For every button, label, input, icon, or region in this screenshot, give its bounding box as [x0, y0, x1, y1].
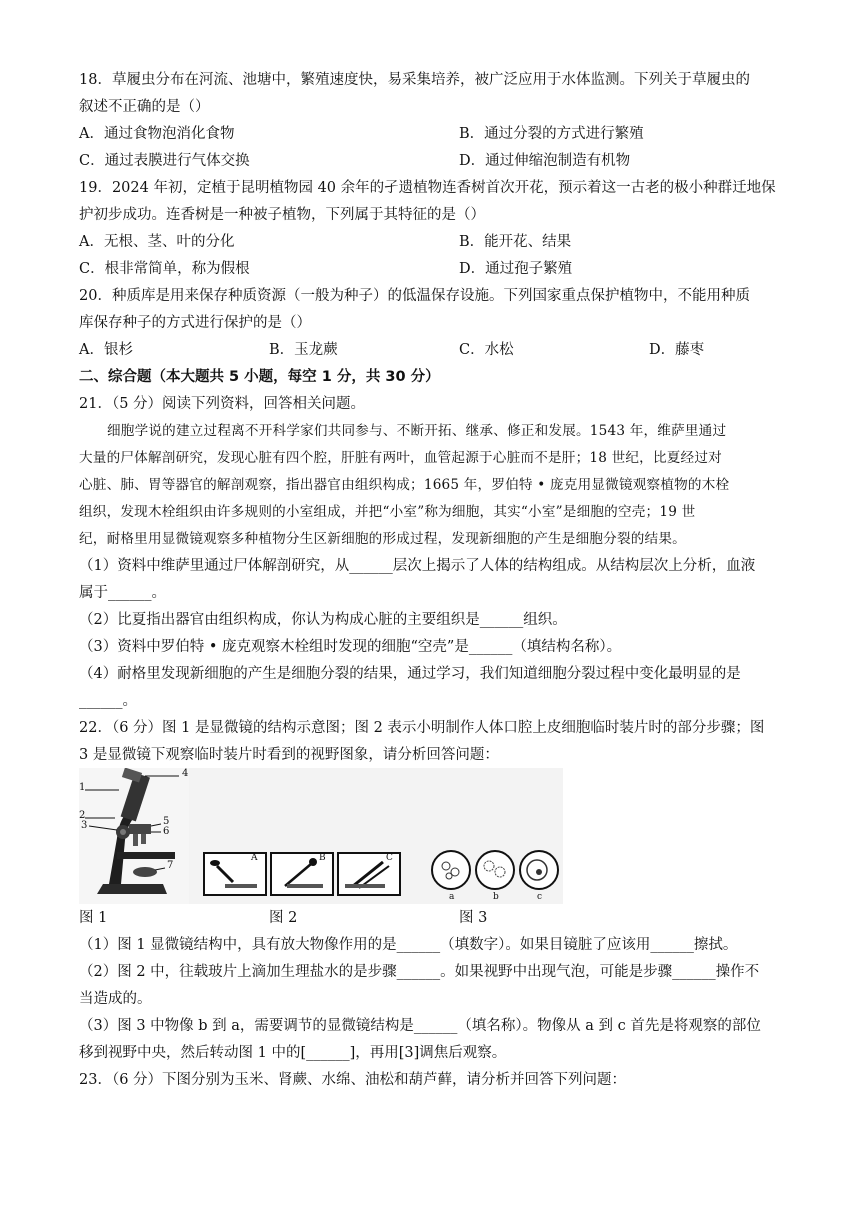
- q18-stem-line2: 叙述不正确的是（）: [79, 99, 210, 115]
- q21-sub4-line1: （4）耐格里发现新细胞的产生是细胞分裂的结果，通过学习，我们知道细胞分裂过程中变化最明显的是: [79, 666, 741, 682]
- q22-sub2-line2: 当造成的。: [79, 991, 152, 1007]
- q20-option-c: C．水松: [459, 342, 514, 358]
- fig2-label-a: A: [251, 853, 258, 863]
- q22-sub1: （1）图 1 显微镜结构中，具有放大物像作用的是______（填数字）。如果目镜脏了应该用______擦拭。: [79, 937, 738, 953]
- q20-option-d: D．藤枣: [649, 342, 705, 358]
- section-heading: 二、综合题（本大题共 5 小题，每空 1 分，共 30 分）: [79, 369, 440, 385]
- q21-sub2: （2）比夏指出器官由组织构成，你认为构成心脏的主要组织是______组织。: [79, 612, 567, 628]
- fig1-label-4: 4: [182, 768, 189, 779]
- figure3-caption: 图 3: [459, 910, 488, 926]
- q21-sub1-line1: （1）资料中维萨里通过尸体解剖研究，从______层次上揭示了人体的结构组成。从结构层次上分析，血液: [79, 558, 756, 574]
- q20-stem-line1: 20．种质库是用来保存种质资源（一般为种子）的低温保存设施。下列国家重点保护植物中，不能用种质: [79, 288, 750, 304]
- q22-stem-line1: 22．（6 分）图 1 是显微镜的结构示意图；图 2 表示小明制作人体口腔上皮细胞临时装片时的部分步骤；图: [79, 720, 765, 736]
- q18-option-c: C．通过表膜进行气体交换: [79, 153, 250, 169]
- q21-sub3: （3）资料中罗伯特 • 庞克观察木栓组时发现的细胞“空壳”是______（填结构名称）。: [79, 639, 622, 655]
- fig1-label-1: 1: [79, 782, 86, 793]
- q21-passage-line5: 纪，耐格里用显微镜观察多种植物分生区新细胞的形成过程，发现新细胞的产生是细胞分裂的结果。: [79, 531, 686, 547]
- q20-option-b: B．玉龙蕨: [269, 342, 338, 358]
- figure2-caption: 图 2: [269, 910, 298, 926]
- q22-sub3-line2: 移到视野中央，然后转动图 1 中的[______]，再用[3]调焦后观察。: [79, 1045, 507, 1061]
- q18-stem-line1: 18．草履虫分布在河流、池塘中，繁殖速度快，易采集培养，被广泛应用于水体监测。下列关于草履虫的: [79, 72, 750, 88]
- q19-option-a: A．无根、茎、叶的分化: [79, 234, 235, 250]
- slide-steps-figure: [203, 852, 403, 898]
- q20-option-a: A．银杉: [79, 342, 133, 358]
- fig2-label-b: B: [319, 853, 326, 863]
- q20-stem-line2: 库保存种子的方式进行保护的是（）: [79, 315, 311, 331]
- fig1-label-7: 7: [167, 860, 174, 871]
- q23-stem: 23．（6 分）下图分别为玉米、肾蕨、水绵、油松和葫芦藓，请分析并回答下列问题：: [79, 1072, 627, 1088]
- q21-intro: 21．（5 分）阅读下列资料，回答相关问题。: [79, 396, 366, 412]
- q21-sub1-line2: 属于______。: [79, 585, 166, 601]
- q21-sub4-line2: ______。: [79, 693, 137, 709]
- q19-stem-line2: 护初步成功。连香树是一种被子植物，下列属于其特征的是（）: [79, 207, 485, 223]
- figure1-caption: 图 1: [79, 910, 108, 926]
- q18-option-b: B．通过分裂的方式进行繁殖: [459, 126, 644, 142]
- figure-strip: [79, 768, 563, 904]
- q19-stem-line1: 19．2024 年初，定植于昆明植物园 40 余年的孑遗植物连香树首次开花，预示着这一古老的极小种群迁地保: [79, 180, 776, 196]
- fig3-label-b: b: [493, 892, 499, 902]
- fig2-label-c: C: [386, 853, 393, 863]
- q18-option-d: D．通过伸缩泡制造有机物: [459, 153, 631, 169]
- q19-option-c: C．根非常简单，称为假根: [79, 261, 250, 277]
- fig1-label-3: 3: [81, 820, 88, 831]
- q21-passage-line2: 大量的尸体解剖研究，发现心脏有四个腔，肝脏有两叶，血管起源于心脏而不是肝；18 世纪，比夏经过对: [79, 450, 722, 466]
- fig1-label-5: 5: [163, 816, 170, 827]
- q22-sub3-line1: （3）图 3 中物像 b 到 a，需要调节的显微镜结构是______（填名称）。物像从 a 到 c 首先是将观察的部位: [79, 1018, 761, 1034]
- q21-passage-line4: 组织，发现木栓组织由许多规则的小室组成，并把“小室”称为细胞，其实“小室”是细胞的空壳；19 世: [79, 504, 696, 520]
- q19-option-b: B．能开花、结果: [459, 234, 572, 250]
- q21-passage-line1: 细胞学说的建立过程离不开科学家们共同参与、不断开拓、继承、修正和发展。1543 年，维萨里通过: [107, 423, 727, 439]
- fig1-label-2: 2: [79, 810, 86, 821]
- field-of-view-figure: [429, 848, 559, 894]
- q21-passage-line3: 心脏、肺、胃等器官的解剖观察，指出器官由组织构成；1665 年，罗伯特 • 庞克用显微镜观察植物的木栓: [79, 477, 730, 493]
- q18-option-a: A．通过食物泡消化食物: [79, 126, 235, 142]
- microscope-figure: [79, 768, 189, 904]
- fig3-label-a: a: [449, 892, 455, 902]
- q22-stem-line2: 3 是显微镜下观察临时装片时看到的视野图象，请分析回答问题：: [79, 747, 499, 763]
- q22-sub2-line1: （2）图 2 中，往载玻片上滴加生理盐水的是步骤______。如果视野中出现气泡，可能是步骤______操作不: [79, 964, 760, 980]
- fig3-label-c: c: [537, 892, 543, 902]
- q19-option-d: D．通过孢子繁殖: [459, 261, 573, 277]
- fig1-label-6: 6: [163, 826, 170, 837]
